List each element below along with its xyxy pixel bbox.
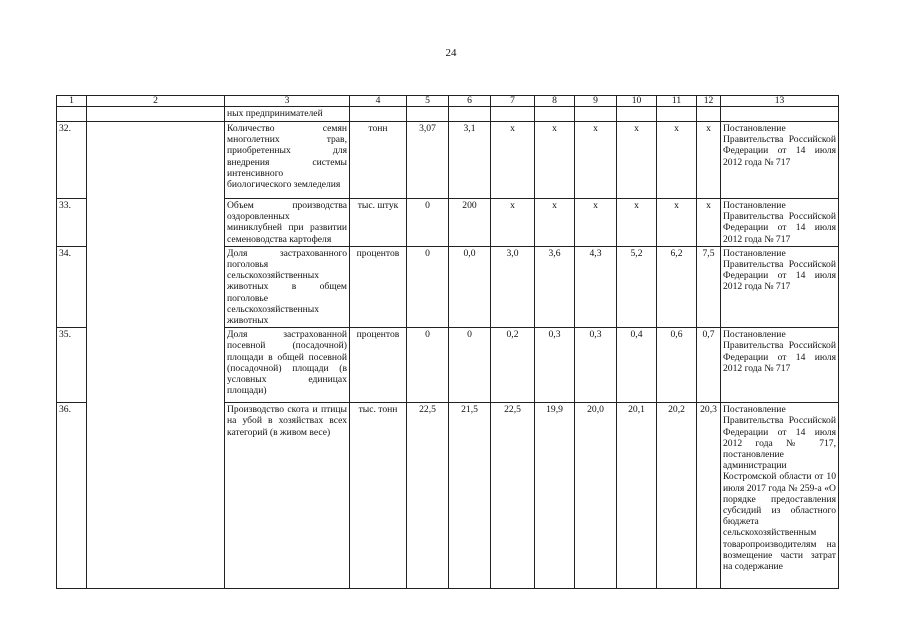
value-cell: 4,3 <box>575 246 617 327</box>
indicator-name: Производство скота и птицы на убой в хозяйствах всех категорий (в живом весе) <box>225 403 350 589</box>
value-cell: 19,9 <box>535 403 575 589</box>
value-cell: 6,2 <box>657 246 697 327</box>
row-number: 32. <box>57 122 87 199</box>
column-header: 5 <box>407 96 449 107</box>
column-header: 9 <box>575 96 617 107</box>
indicator-name: Объем производства оздоровленных миниклубней при развитии семеноводства картофеля <box>225 199 350 247</box>
column-header: 2 <box>87 96 225 107</box>
value-cell: х <box>617 122 657 199</box>
table-row <box>57 122 839 199</box>
value-cell: 7,5 <box>697 246 721 327</box>
value-cell: х <box>535 122 575 199</box>
unit-cell: процентов <box>350 246 407 327</box>
value-cell: х <box>657 122 697 199</box>
row-number <box>57 107 87 122</box>
value-cell: 21,5 <box>449 403 491 589</box>
value-cell: 0,3 <box>535 328 575 403</box>
value-cell: х <box>491 199 535 247</box>
legal-basis-cell: Постановление Правительства Российской Федерации от 14 июля 2012 года № 717, постановление администрации Костромской области от 10 июля 2017 года № 259-а «О порядке предоставления субсидий из областного бюджета сельскохозяйственным товаропроизводителям на возмещение части затрат на содержание <box>721 403 839 589</box>
value-cell: 0 <box>449 328 491 403</box>
legal-basis-cell: Постановление Правительства Российской Федерации от 14 июля 2012 года № 717 <box>721 122 839 199</box>
value-cell: х <box>617 199 657 247</box>
row-number: 34. <box>57 246 87 327</box>
column-header: 1 <box>57 96 87 107</box>
column-header: 7 <box>491 96 535 107</box>
column-header: 13 <box>721 96 839 107</box>
indicator-name: Доля застрахованной посевной (посадочной) площади в общей посевной (посадочной) площади (в условных единицах площади) <box>225 328 350 403</box>
value-cell: 200 <box>449 199 491 247</box>
value-cell: 5,2 <box>617 246 657 327</box>
value-cell: х <box>697 199 721 247</box>
column-header: 3 <box>225 96 350 107</box>
legal-basis-cell: Постановление Правительства Российской Федерации от 14 июля 2012 года № 717 <box>721 199 839 247</box>
legal-basis-cell: Постановление Правительства Российской Федерации от 14 июля 2012 года № 717 <box>721 328 839 403</box>
row-number: 33. <box>57 199 87 247</box>
unit-cell: тыс. штук <box>350 199 407 247</box>
value-cell: х <box>575 199 617 247</box>
value-cell: 3,0 <box>491 246 535 327</box>
column-number-row <box>57 96 839 107</box>
indicators-table <box>56 95 839 589</box>
value-cell: 0 <box>407 328 449 403</box>
value-cell: 0 <box>407 246 449 327</box>
program-cell <box>87 122 225 589</box>
column-header: 12 <box>697 96 721 107</box>
value-cell: 0,0 <box>449 246 491 327</box>
page-number: 24 <box>445 47 457 59</box>
column-header: 11 <box>657 96 697 107</box>
unit-cell: тонн <box>350 122 407 199</box>
indicator-name: ных предпринимателей <box>225 107 350 122</box>
unit-cell: тыс. тонн <box>350 403 407 589</box>
value-cell: 0,7 <box>697 328 721 403</box>
column-header: 8 <box>535 96 575 107</box>
value-cell: 22,5 <box>491 403 535 589</box>
value-cell: 0,4 <box>617 328 657 403</box>
row-number: 35. <box>57 328 87 403</box>
value-cell: 3,6 <box>535 246 575 327</box>
value-cell: 0,2 <box>491 328 535 403</box>
value-cell: х <box>575 122 617 199</box>
indicator-name: Доля застрахованного поголовья сельскохозяйственных животных в общем поголовье сельскохозяйственных животных <box>225 246 350 327</box>
column-header: 4 <box>350 96 407 107</box>
value-cell: х <box>657 199 697 247</box>
value-cell: 0,6 <box>657 328 697 403</box>
value-cell: 3,07 <box>407 122 449 199</box>
column-header: 6 <box>449 96 491 107</box>
program-cell <box>87 107 225 122</box>
value-cell: 0 <box>407 199 449 247</box>
column-header: 10 <box>617 96 657 107</box>
value-cell: 20,3 <box>697 403 721 589</box>
value-cell: 20,2 <box>657 403 697 589</box>
value-cell: 0,3 <box>575 328 617 403</box>
value-cell: х <box>491 122 535 199</box>
value-cell: 22,5 <box>407 403 449 589</box>
value-cell: х <box>697 122 721 199</box>
value-cell: 20,1 <box>617 403 657 589</box>
continuation-row <box>57 107 839 122</box>
value-cell: 20,0 <box>575 403 617 589</box>
value-cell: 3,1 <box>449 122 491 199</box>
indicator-name: Количество семян многолетних трав, приобретенных для внедрения системы интенсивного биологического земледелия <box>225 122 350 199</box>
row-number: 36. <box>57 403 87 589</box>
value-cell: х <box>535 199 575 247</box>
unit-cell: процентов <box>350 328 407 403</box>
legal-basis-cell: Постановление Правительства Российской Федерации от 14 июля 2012 года № 717 <box>721 246 839 327</box>
